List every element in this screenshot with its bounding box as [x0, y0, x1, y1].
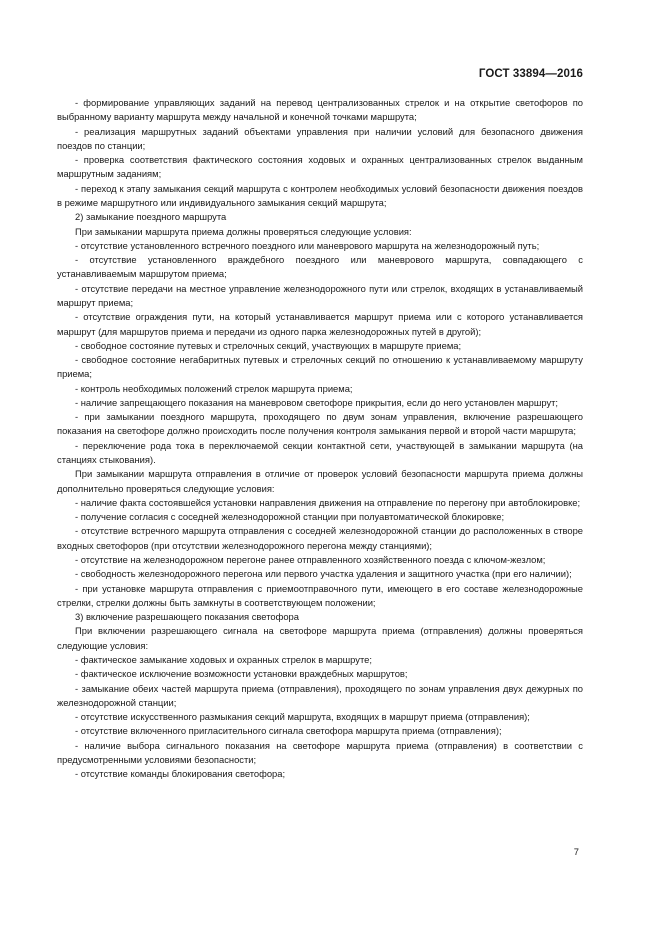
paragraph: - при замыкании поездного маршрута, проходящего по двум зонам управления, включение разрешающего показания на светофоре должно происходить после получения контроля замыкания первой и второй части маршрута; [57, 411, 583, 437]
paragraph: - реализация маршрутных заданий объектами управления при наличии условий для безопасного движения поездов по станции; [57, 125, 583, 151]
paragraph: - свободное состояние негабаритных путевых и стрелочных секций по отношению к устанавливаемому маршруту приема; [57, 354, 583, 380]
paragraph: - контроль необходимых положений стрелок маршрута приема; [75, 382, 353, 394]
paragraph: - при установке маршрута отправления с приемоотправочного пути, имеющего в его составе железнодорожные стрелки, стрелки должны быть замкнуты в соответствующем положении; [57, 582, 583, 608]
paragraph: - фактическое исключение возможности установки враждебных маршрутов; [75, 668, 408, 680]
paragraph: - проверка соответствия фактического состояния ходовых и охранных централизованных стрелок выданным маршрутным заданиям; [57, 154, 583, 180]
section-heading: 3) включение разрешающего показания светофора [75, 611, 299, 623]
page-number: 7 [573, 846, 579, 857]
paragraph: - свободное состояние путевых и стрелочных секций, участвующих в маршруте приема; [75, 339, 462, 351]
paragraph: При включении разрешающего сигнала на светофоре маршрута приема (отправления) должны проверяться следующие условия: [57, 625, 583, 651]
paragraph: - получение согласия с соседней железнодорожной станции при полуавтоматической блокировке; [75, 511, 505, 523]
paragraph: - замыкание обеих частей маршрута приема (отправления), проходящего по зонам управления двух дежурных по железнодорожной станции; [57, 682, 583, 708]
paragraph: - отсутствие установленного враждебного поездного или маневрового маршрута, совпадающего с устанавливаемым маршрутом приема; [57, 254, 583, 280]
document-body [57, 96, 583, 782]
paragraph: - переход к этапу замыкания секций маршрута с контролем необходимых условий безопасности движения поездов в режиме маршрутного или индивидуального замыкания секций маршрута; [57, 182, 583, 208]
paragraph: - наличие выбора сигнального показания на светофоре маршрута приема (отправления) в соответствии с предусмотренными условиями безопасности; [57, 739, 583, 765]
paragraph: - отсутствие ограждения пути, на который устанавливается маршрут приема или с которого устанавливается маршрут (для маршрутов приема и передачи из одного парка железнодорожных путей в другой); [57, 311, 583, 337]
paragraph: - наличие запрещающего показания на маневровом светофоре прикрытия, если до него установлен маршрут; [75, 396, 559, 408]
paragraph: - отсутствие искусственного размыкания секций маршрута, входящих в маршрут приема (отправления); [75, 711, 530, 723]
paragraph: - фактическое замыкание ходовых и охранных стрелок в маршруте; [75, 653, 372, 665]
paragraph: - отсутствие включенного пригласительного сигнала светофора маршрута приема (отправления); [75, 725, 502, 737]
paragraph: - отсутствие установленного встречного поездного или маневрового маршрута на железнодорожный путь; [75, 239, 540, 251]
paragraph: - формирование управляющих заданий на перевод централизованных стрелок и на открытие светофоров по выбранному варианту маршрута между начальной и конечной точками маршрута; [57, 97, 583, 123]
section-heading: 2) замыкание поездного маршрута [75, 211, 227, 223]
paragraph: - наличие факта состоявшейся установки направления движения на отправление по перегону при автоблокировке; [75, 496, 581, 508]
document-code-header: ГОСТ 33894—2016 [478, 68, 583, 80]
paragraph: - отсутствие на железнодорожном перегоне ранее отправленного хозяйственного поезда с ключом-жезлом; [75, 554, 546, 565]
paragraph: - переключение рода тока в переключаемой секции контактной сети, участвующей в замыкании маршрута (на станциях стыкования). [57, 439, 583, 466]
paragraph: При замыкании маршрута приема должны проверяться следующие условия: [75, 225, 412, 237]
paragraph: - отсутствие команды блокирования светофора; [75, 768, 286, 780]
paragraph: При замыкании маршрута отправления в отличие от проверок условий безопасности маршрута приема должны дополнительно проверяться следующие условия: [57, 468, 583, 494]
paragraph: - отсутствие встречного маршрута отправления с соседней железнодорожной станции до расположенных в створе входных светофоров (при отсутствии железнодорожного перегона между станциями); [57, 525, 583, 551]
paragraph: - свободность железнодорожного перегона или первого участка удаления и защитного участка (при его наличии); [75, 568, 572, 580]
paragraph: - отсутствие передачи на местное управление железнодорожного пути или стрелок, входящих в устанавливаемый маршрут приема; [57, 282, 583, 308]
